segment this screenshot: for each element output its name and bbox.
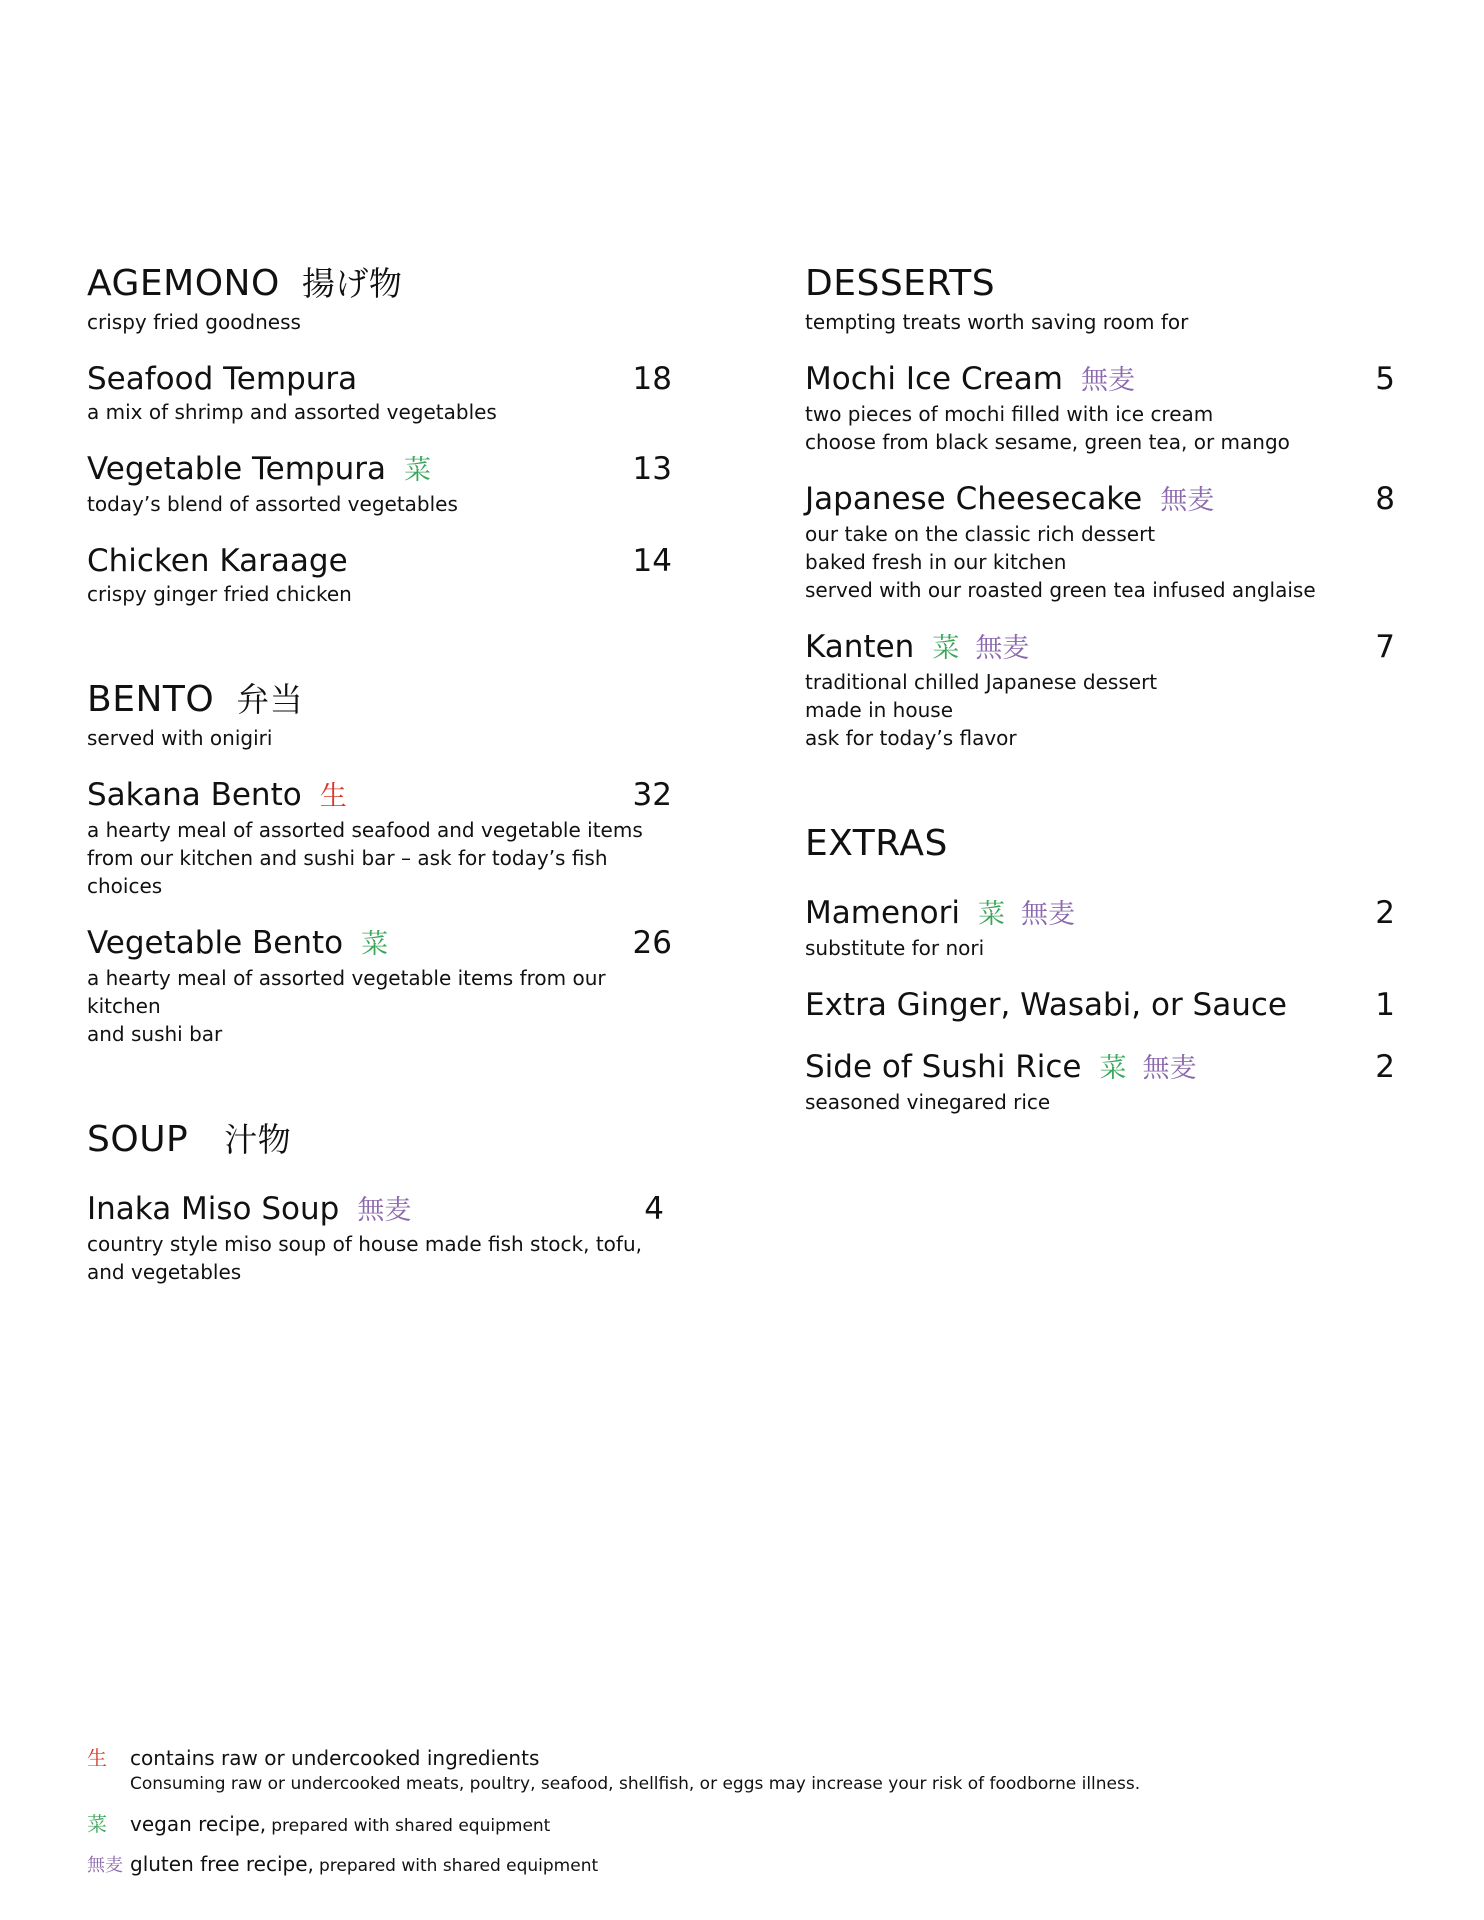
section-subtitle: tempting treats worth saving room for (805, 310, 1189, 334)
section-agemono (87, 262, 672, 608)
item-description: a mix of shrimp and assorted vegetables (87, 400, 497, 424)
item-name: Vegetable Bento 菜 (87, 925, 389, 961)
item-price: 14 (632, 543, 672, 579)
section-title-jp: 弁当 (236, 680, 304, 719)
item-price: 32 (632, 777, 672, 813)
vegan-icon: 菜 (932, 633, 960, 664)
menu-item (805, 894, 1395, 962)
legend-raw (87, 1742, 1387, 1796)
section-title: AGEMONO 揚げ物 (87, 263, 403, 304)
gluten-free-icon: 無麦 (1142, 1053, 1197, 1084)
item-price: 1 (1375, 987, 1395, 1023)
menu-item (805, 480, 1395, 604)
item-name: Sakana Bento 生 (87, 777, 347, 813)
item-description: crispy ginger fried chicken (87, 582, 352, 606)
item-price: 18 (632, 361, 672, 397)
item-description: a hearty meal of assorted seafood and vegetable items (87, 818, 643, 842)
item-name: Kanten 菜 無麦 (805, 629, 1030, 665)
item-name: Chicken Karaage (87, 543, 348, 579)
menu-item (805, 986, 1395, 1024)
menu-item (87, 360, 672, 426)
item-price: 7 (1375, 629, 1395, 665)
item-name: Mamenori 菜 無麦 (805, 895, 1075, 931)
item-description: served with our roasted green tea infused anglaise (805, 578, 1316, 602)
item-name: Mochi Ice Cream 無麦 (805, 361, 1135, 397)
menu-item (87, 450, 672, 518)
section-soup (87, 1118, 672, 1286)
menu-item (87, 1190, 672, 1286)
section-title: SOUP 汁物 (87, 1119, 292, 1160)
legend (87, 1742, 1387, 1890)
legend-vegan (87, 1808, 1387, 1838)
item-price: 5 (1375, 361, 1395, 397)
item-description: country style miso soup of house made fish stock, tofu, (87, 1232, 642, 1256)
item-price: 2 (1375, 895, 1395, 931)
section-title-jp: 汁物 (224, 1120, 292, 1159)
item-description: from our kitchen and sushi bar – ask for today’s fish choices (87, 846, 608, 898)
item-price: 4 (644, 1191, 664, 1227)
vegan-icon: 菜 (1099, 1053, 1127, 1084)
legend-text: vegan recipe, (130, 1812, 267, 1836)
gluten-free-icon: 無麦 (357, 1195, 412, 1226)
gluten-free-icon: 無麦 (87, 1855, 123, 1876)
item-description: and sushi bar (87, 1022, 223, 1046)
vegan-icon: 菜 (361, 929, 389, 960)
section-bento (87, 678, 672, 1048)
item-description: choose from black sesame, green tea, or mango (805, 430, 1290, 454)
legend-text: gluten free recipe, (130, 1852, 314, 1876)
item-description: today’s blend of assorted vegetables (87, 492, 458, 516)
vegan-icon: 菜 (87, 1812, 107, 1836)
item-description: made in house (805, 698, 953, 722)
item-description: traditional chilled Japanese dessert (805, 670, 1158, 694)
menu-right-column (805, 262, 1395, 1186)
menu-item (87, 776, 672, 900)
item-description: ask for today’s flavor (805, 726, 1017, 750)
section-title: BENTO 弁当 (87, 679, 304, 720)
gluten-free-icon: 無麦 (1021, 899, 1075, 930)
item-description: a hearty meal of assorted vegetable items from our kitchen (87, 966, 606, 1018)
legend-gluten-free (87, 1850, 1387, 1878)
item-description: baked fresh in our kitchen (805, 550, 1067, 574)
section-subtitle: crispy fried goodness (87, 310, 301, 334)
legend-note: Consuming raw or undercooked meats, poultry, seafood, shellfish, or eggs may increase your risk of foodborne illness. (130, 1774, 1141, 1794)
vegan-icon: 菜 (404, 455, 431, 486)
item-name: Inaka Miso Soup 無麦 (87, 1191, 412, 1227)
section-extras (805, 822, 1395, 1116)
menu-item (87, 924, 672, 1048)
item-price: 26 (632, 925, 672, 961)
menu-item (805, 360, 1395, 456)
section-desserts (805, 262, 1395, 752)
item-description: seasoned vinegared rice (805, 1090, 1051, 1114)
vegan-icon: 菜 (978, 899, 1005, 930)
gluten-free-icon: 無麦 (1160, 485, 1215, 516)
menu-item (805, 1048, 1395, 1116)
raw-icon: 生 (87, 1746, 107, 1770)
section-subtitle: served with onigiri (87, 726, 273, 750)
legend-note: prepared with shared equipment (319, 1856, 599, 1876)
item-description: and vegetables (87, 1260, 242, 1284)
item-description: two pieces of mochi filled with ice cream (805, 402, 1214, 426)
legend-text: contains raw or undercooked ingredients (130, 1746, 540, 1770)
item-description: our take on the classic rich dessert (805, 522, 1156, 546)
menu-item (805, 628, 1395, 752)
item-name: Japanese Cheesecake 無麦 (805, 481, 1215, 517)
gluten-free-icon: 無麦 (975, 633, 1030, 664)
item-name: Extra Ginger, Wasabi, or Sauce (805, 987, 1287, 1023)
item-name: Seafood Tempura (87, 361, 358, 397)
item-price: 13 (632, 451, 672, 487)
section-title: DESSERTS (805, 263, 996, 304)
section-title-jp: 揚げ物 (301, 264, 403, 303)
item-name: Vegetable Tempura 菜 (87, 451, 431, 487)
item-price: 8 (1375, 481, 1395, 517)
gluten-free-icon: 無麦 (1080, 365, 1135, 396)
section-title: EXTRAS (805, 823, 948, 864)
menu-left-column (87, 262, 672, 1356)
raw-icon: 生 (319, 781, 347, 812)
item-name: Side of Sushi Rice 菜 無麦 (805, 1049, 1197, 1085)
item-price: 2 (1375, 1049, 1395, 1085)
menu-item (87, 542, 672, 608)
legend-note: prepared with shared equipment (271, 1816, 551, 1836)
item-description: substitute for nori (805, 936, 985, 960)
